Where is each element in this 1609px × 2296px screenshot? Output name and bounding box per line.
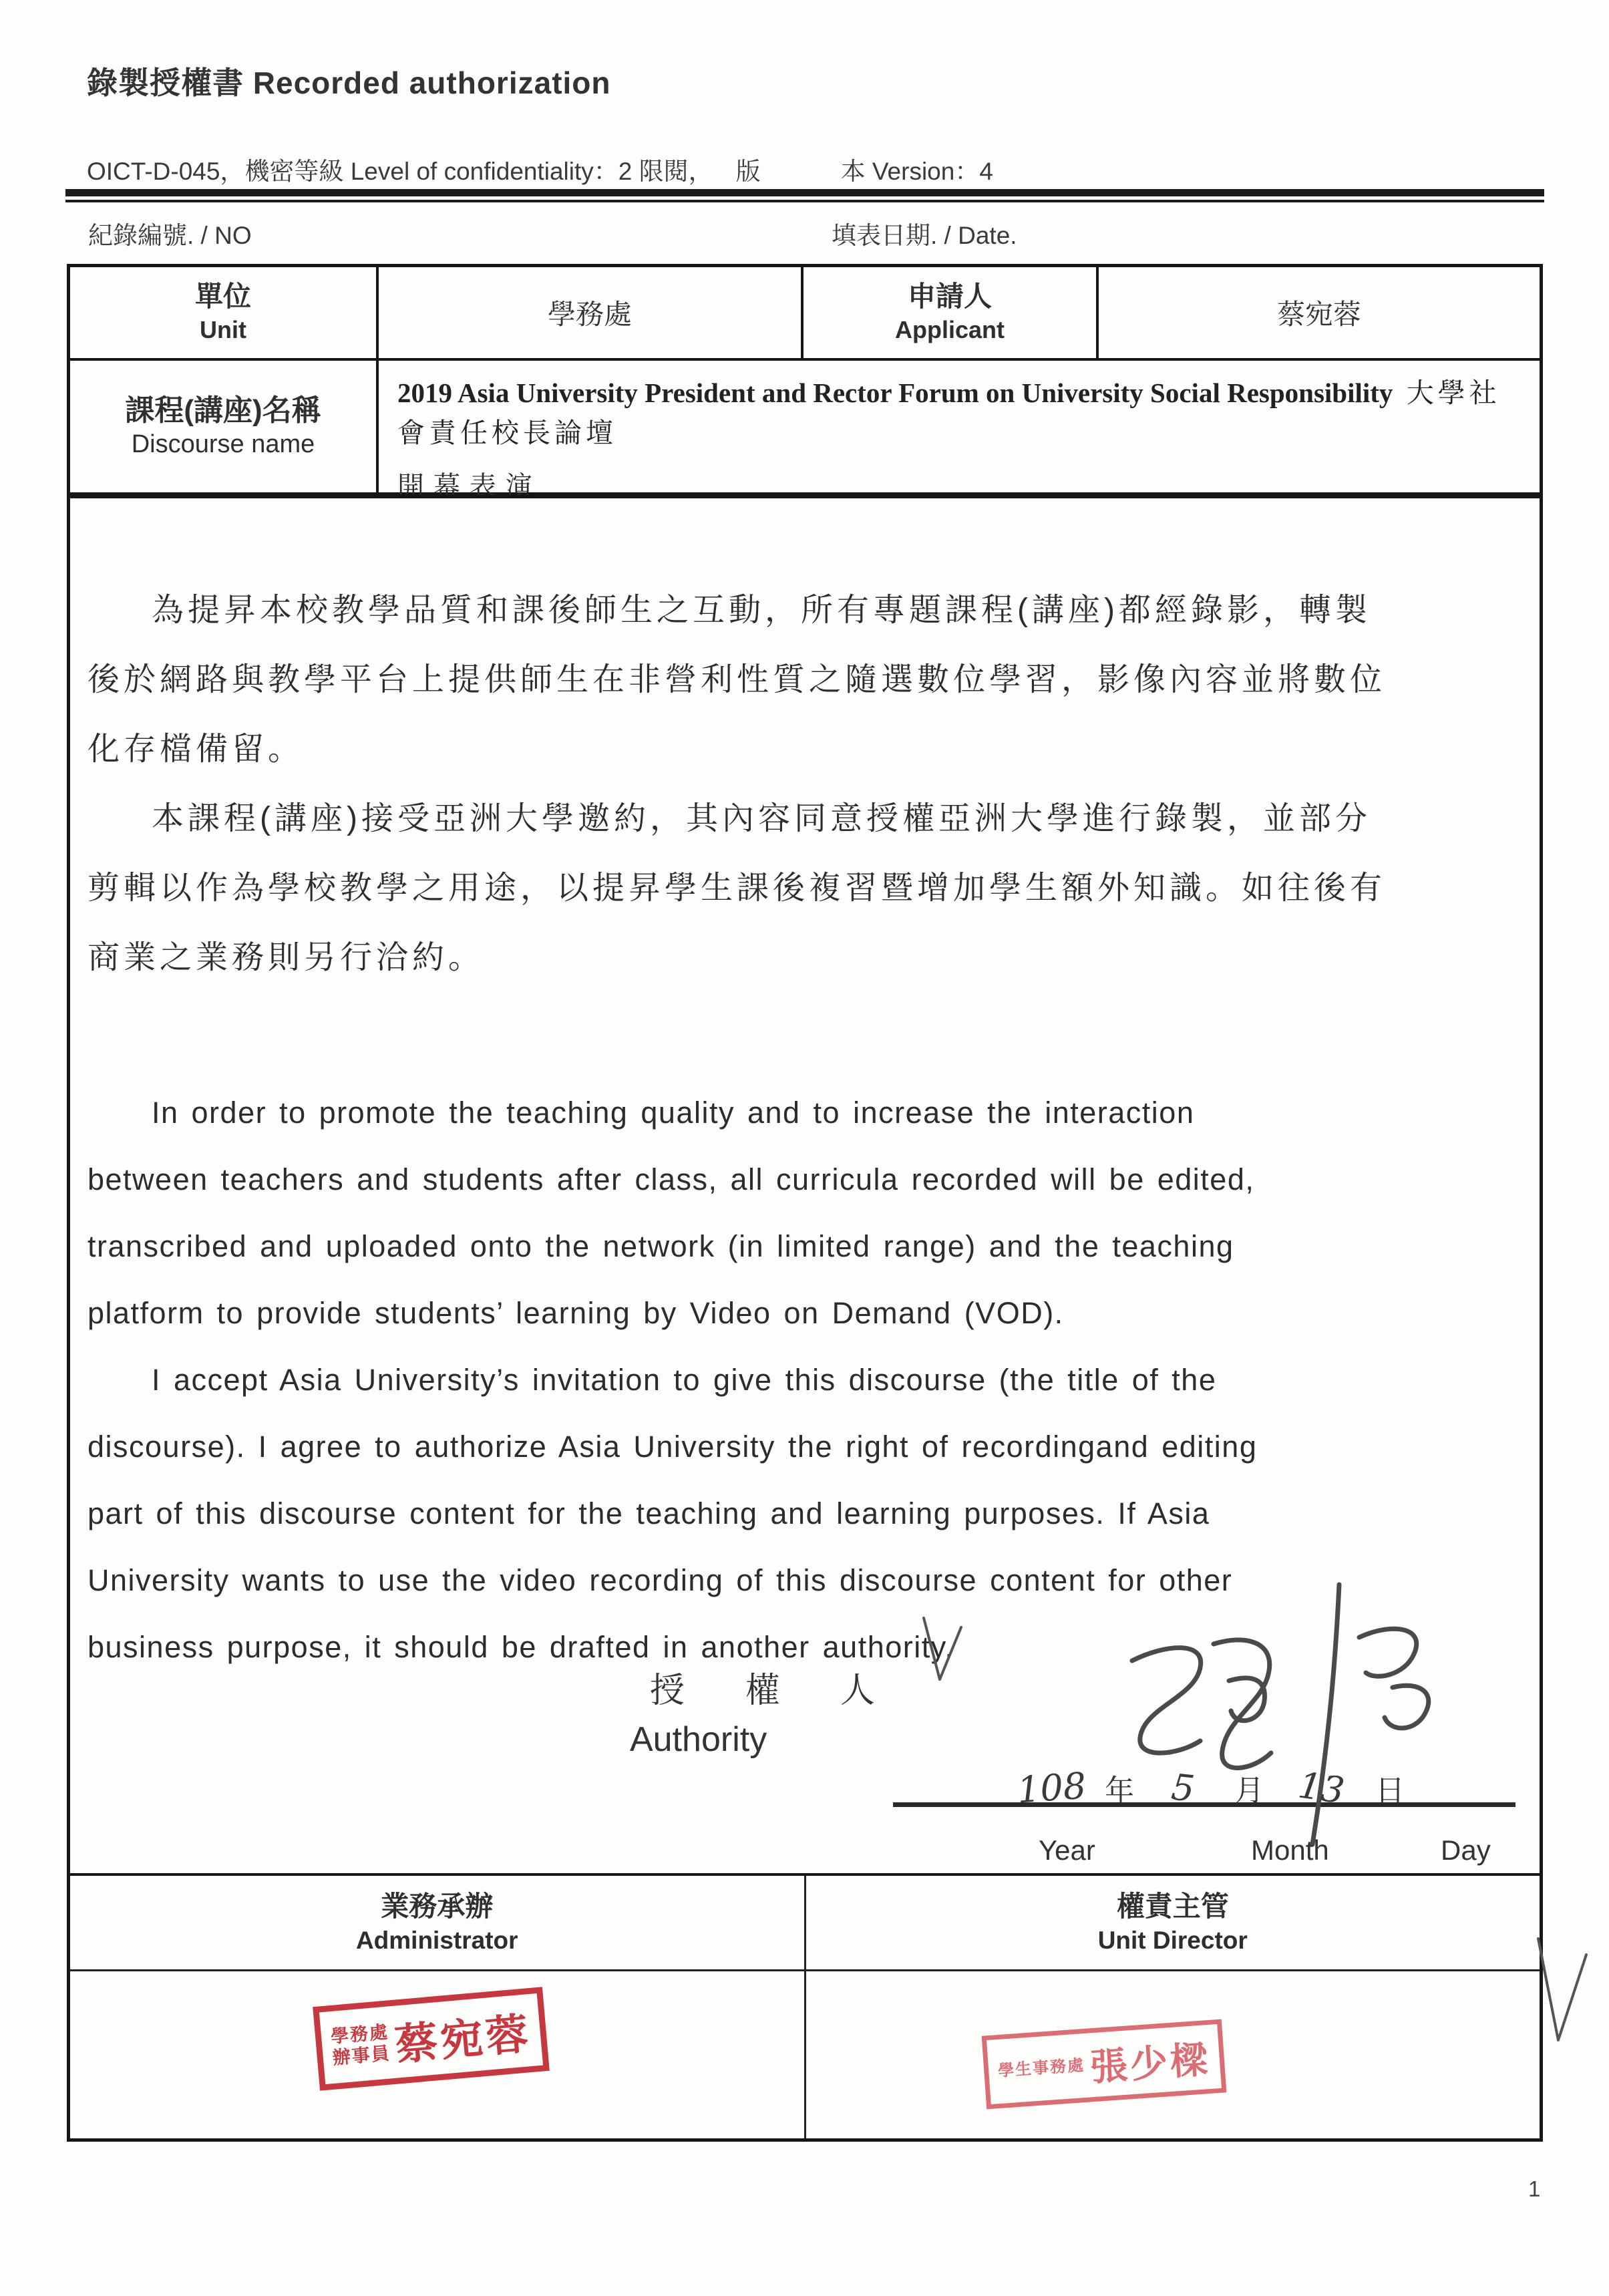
date-day-value: 13 xyxy=(1296,1764,1348,1812)
stamp-role: 辦事員 xyxy=(331,2043,391,2068)
administrator-stamp xyxy=(313,1987,550,2091)
discourse-label-cell xyxy=(70,361,379,492)
administrator-stamp-cell xyxy=(70,1971,806,2138)
applicant-value-cell xyxy=(1099,267,1540,358)
discourse-label-zh: 課程(講座)名稱 xyxy=(125,393,321,427)
unit-value-cell xyxy=(379,267,803,358)
unit-director-label-en: Unit Director xyxy=(1097,1927,1248,1954)
en-paragraph-1 xyxy=(87,1080,1522,1347)
header-divider xyxy=(65,189,1544,202)
unit-director-stamp-cell xyxy=(806,1971,1540,2138)
table-row xyxy=(70,267,1540,361)
discourse-value-cell xyxy=(379,361,1540,501)
unit-label-cell xyxy=(70,267,379,358)
administrator-label-en: Administrator xyxy=(355,1927,518,1954)
stamp-name: 蔡宛蓉 xyxy=(393,2009,534,2070)
page-title: 錄製授權書 Recorded authorization xyxy=(87,65,611,100)
table-row xyxy=(70,361,1540,501)
text-line: business purpose, it should be drafted in another authority. xyxy=(87,1630,954,1664)
unit-label-en: Unit xyxy=(200,316,246,343)
administrator-header-cell xyxy=(70,1876,806,1969)
text-line: 為提昇本校教學品質和課後師生之互動，所有專題課程(講座)都經錄影，轉製 xyxy=(152,593,1371,628)
unit-director-header-cell xyxy=(806,1876,1540,1969)
applicant-value: 蔡宛蓉 xyxy=(1276,299,1361,330)
text-line: 後於網路與教學平台上提供師生在非營利性質之隨選數位學習，影像內容並將數位 xyxy=(87,662,1387,697)
info-table xyxy=(67,264,1543,501)
text-line: discourse). I agree to authorize Asia University the right of recordingand editing xyxy=(87,1430,1258,1464)
signature-date xyxy=(1015,1764,1405,1812)
text-line: 商業之業務則另行洽約。 xyxy=(87,940,485,975)
text-line: platform to provide students’ learning by Video on Demand (VOD). xyxy=(87,1296,1064,1330)
discourse-title-line2: 開幕表演 xyxy=(397,471,542,501)
text-line: University wants to use the video recording of this discourse content for other xyxy=(87,1563,1233,1597)
approval-header-row xyxy=(70,1876,1540,1971)
unit-director-label-zh: 權責主管 xyxy=(1116,1891,1229,1922)
date-year-en: Year xyxy=(1039,1834,1095,1866)
applicant-label-cell xyxy=(803,267,1099,358)
text-line: 化存檔備留。 xyxy=(87,731,305,767)
stamp-office: 學務處 xyxy=(329,2021,390,2047)
check-mark-icon xyxy=(920,1615,966,1689)
doc-meta-line xyxy=(87,151,993,187)
text-line: between teachers and students after class, all curricula recorded will be edited, xyxy=(87,1162,1255,1196)
authority-signature xyxy=(965,1581,1499,1861)
date-month-en: Month xyxy=(1251,1834,1329,1866)
discourse-label-en: Discourse name xyxy=(131,430,315,458)
authority-label-en: Authority xyxy=(630,1720,767,1759)
date-day-en: Day xyxy=(1441,1834,1491,1866)
date-month-value: 5 xyxy=(1169,1766,1197,1810)
unit-director-stamp xyxy=(981,2019,1226,2110)
check-mark-icon xyxy=(1533,1935,1593,2048)
applicant-label-en: Applicant xyxy=(894,316,1005,343)
date-year-value: 108 xyxy=(1015,1764,1088,1812)
stamp-office: 學生事務處 xyxy=(997,2056,1085,2081)
version-label: 本 Version：4 xyxy=(840,158,993,185)
date-year-unit: 年 xyxy=(1105,1774,1135,1807)
zh-paragraph-1 xyxy=(87,576,1522,784)
text-line: In order to promote the teaching quality and to increase the interaction xyxy=(152,1096,1195,1130)
unit-value: 學務處 xyxy=(547,299,632,330)
date-month-unit: 月 xyxy=(1234,1774,1264,1807)
approval-stamp-row xyxy=(70,1971,1540,2138)
unit-label-zh: 單位 xyxy=(194,281,251,312)
text-line: I accept Asia University’s invitation to give this discourse (the title of the xyxy=(152,1363,1217,1397)
version-label-zh-1: 版 xyxy=(735,158,761,185)
agreement-body xyxy=(70,498,1540,1876)
date-day-unit: 日 xyxy=(1375,1774,1405,1807)
doc-code-confidentiality: OICT-D-045，機密等級 Level of confidentiality：2 限閱， xyxy=(87,158,713,185)
authority-label-zh: 授 權 人 xyxy=(650,1671,875,1710)
applicant-label-zh: 申請人 xyxy=(907,281,992,312)
page-number: 1 xyxy=(1528,2176,1541,2201)
discourse-title-en: 2019 Asia University President and Rector Forum on University Social Responsibility xyxy=(397,377,1393,408)
text-line: part of this discourse content for the teaching and learning purposes. If Asia xyxy=(87,1496,1210,1530)
zh-paragraph-2 xyxy=(87,784,1522,993)
record-number-label: 紀錄編號. / NO xyxy=(88,222,252,249)
administrator-label-zh: 業務承辦 xyxy=(381,1891,494,1922)
stamp-name: 張少樑 xyxy=(1088,2037,1212,2089)
main-box xyxy=(67,495,1543,2142)
text-line: 本課程(講座)接受亞洲大學邀約，其內容同意授權亞洲大學進行錄製，並部分 xyxy=(152,801,1371,836)
text-line: transcribed and uploaded onto the network (in limited range) and the teaching xyxy=(87,1229,1234,1263)
text-line: 剪輯以作為學校教學之用途，以提昇學生課後複習暨增加學生額外知識。如往後有 xyxy=(87,870,1387,906)
fill-date-label: 填表日期. / Date. xyxy=(832,222,1017,249)
discourse-title-zh: 大學社會責任校長論壇 xyxy=(397,377,1501,448)
